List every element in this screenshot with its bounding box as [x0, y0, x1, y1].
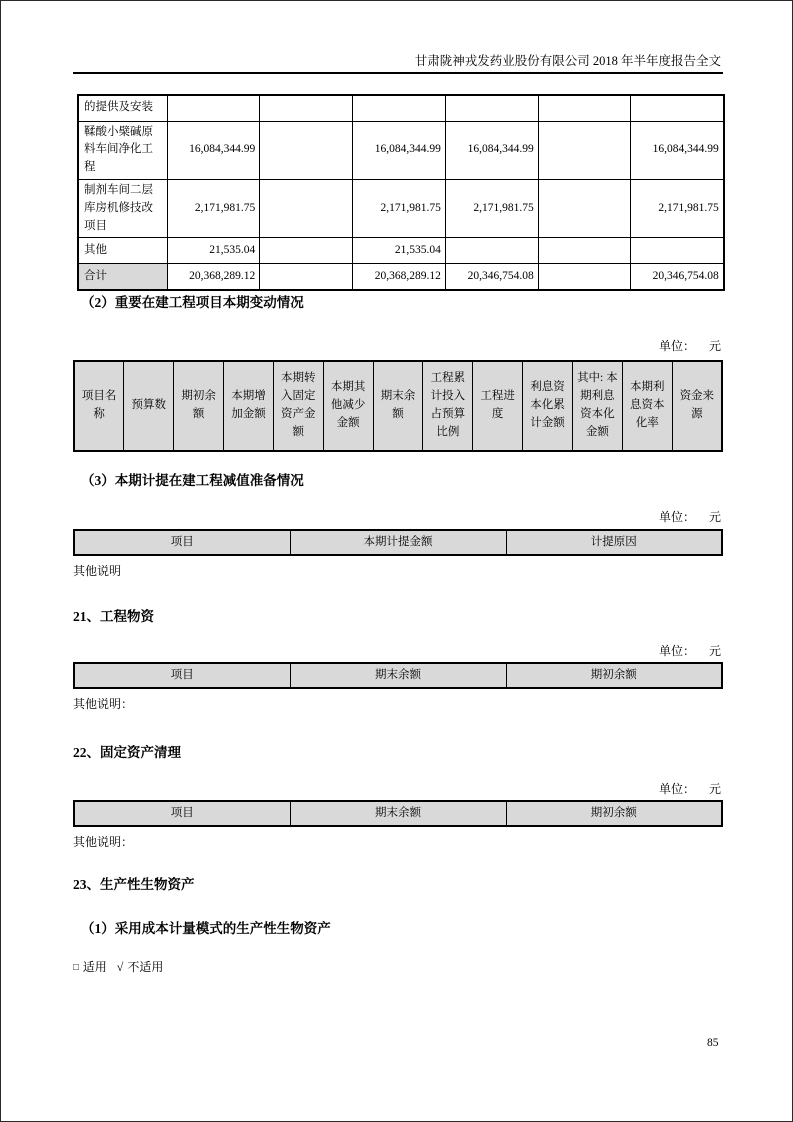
unit-value: 元 — [708, 339, 721, 353]
value-cell — [631, 238, 724, 264]
construction-in-progress-table-wrap — [77, 94, 725, 291]
unit-value: 元 — [708, 644, 721, 658]
value-cell — [445, 238, 538, 264]
value-cell — [260, 264, 353, 290]
engineering-materials-table-wrap — [73, 662, 723, 689]
value-cell — [260, 121, 353, 179]
fixed-assets-disposal-table-wrap — [73, 800, 723, 827]
row-label-cell: 鞣酸小檗碱原料车间净化工程 — [78, 121, 167, 179]
value-cell — [260, 179, 353, 237]
table-row-total — [78, 264, 724, 290]
value-cell — [260, 238, 353, 264]
value-cell: 2,171,981.75 — [445, 179, 538, 237]
other-note: 其他说明 — [73, 564, 122, 578]
section-21-heading: 21、工程物资 — [73, 609, 154, 624]
column-header: 本期转入固定资产金额 — [273, 361, 323, 451]
column-header: 本期利息资本化率 — [622, 361, 672, 451]
section-23-sub-heading: （1）采用成本计量模式的生产性生物资产 — [81, 921, 331, 936]
section-23-heading: 23、生产性生物资产 — [73, 877, 195, 892]
value-cell — [538, 238, 631, 264]
value-cell: 2,171,981.75 — [353, 179, 446, 237]
not-applicable-label: 不适用 — [127, 960, 164, 974]
section-22-heading: 22、固定资产清理 — [73, 745, 181, 760]
column-header: 本期其他减少金额 — [323, 361, 373, 451]
row-label-cell: 其他 — [78, 238, 167, 264]
value-cell — [538, 95, 631, 121]
applicable-label: 适用 — [82, 960, 107, 974]
value-cell: 20,346,754.08 — [445, 264, 538, 290]
column-header: 利息资本化累计金额 — [523, 361, 573, 451]
report-header-title: 甘肃陇神戎发药业股份有限公司 2018 年半年度报告全文 — [414, 54, 721, 68]
header-rule — [73, 72, 723, 74]
header-row — [74, 801, 722, 826]
column-header: 预算数 — [124, 361, 174, 451]
row-label-cell: 制剂车间二层库房机修技改项目 — [78, 179, 167, 237]
applicability-line — [73, 958, 163, 975]
header-row — [74, 361, 722, 451]
table-row — [78, 179, 724, 237]
check-icon: √ — [116, 960, 124, 974]
impairment-header-table — [73, 529, 723, 556]
unit-line — [659, 337, 721, 354]
value-cell — [260, 95, 353, 121]
table-row — [78, 121, 724, 179]
value-cell: 20,368,289.12 — [353, 264, 446, 290]
column-header: 期初余额 — [506, 663, 722, 688]
unit-line — [659, 642, 721, 659]
value-cell: 21,535.04 — [167, 238, 260, 264]
value-cell: 16,084,344.99 — [445, 121, 538, 179]
impairment-table-wrap — [73, 529, 723, 556]
unit-label: 单位： — [658, 339, 695, 353]
page-number: 85 — [707, 1037, 719, 1049]
fixed-assets-disposal-header-table — [73, 800, 723, 827]
column-header: 项目名称 — [74, 361, 124, 451]
column-header: 本期增加金额 — [224, 361, 274, 451]
unit-value: 元 — [708, 782, 721, 796]
value-cell — [445, 95, 538, 121]
table-row — [78, 95, 724, 121]
value-cell — [538, 179, 631, 237]
unit-line — [659, 780, 721, 797]
column-header: 期末余额 — [290, 801, 506, 826]
checkbox-unchecked-icon: □ — [73, 963, 79, 973]
column-header: 项目 — [74, 530, 290, 555]
value-cell: 16,084,344.99 — [353, 121, 446, 179]
value-cell — [538, 121, 631, 179]
unit-value: 元 — [708, 510, 721, 524]
unit-label: 单位： — [658, 510, 695, 524]
engineering-materials-header-table — [73, 662, 723, 689]
other-note: 其他说明： — [73, 835, 134, 849]
value-cell — [167, 95, 260, 121]
construction-in-progress-table — [77, 94, 725, 291]
row-label-cell: 的提供及安装 — [78, 95, 167, 121]
total-label-cell: 合计 — [78, 264, 167, 290]
column-header: 计提原因 — [506, 530, 722, 555]
value-cell: 2,171,981.75 — [167, 179, 260, 237]
section-3-heading: （3）本期计提在建工程减值准备情况 — [81, 473, 304, 488]
column-header: 资金来源 — [672, 361, 722, 451]
column-header: 期初余额 — [174, 361, 224, 451]
value-cell: 16,084,344.99 — [631, 121, 724, 179]
value-cell: 16,084,344.99 — [167, 121, 260, 179]
column-header: 工程累计投入占预算比例 — [423, 361, 473, 451]
column-header: 期末余额 — [373, 361, 423, 451]
column-header: 其中: 本期利息资本化金额 — [572, 361, 622, 451]
column-header: 期初余额 — [506, 801, 722, 826]
value-cell: 2,171,981.75 — [631, 179, 724, 237]
other-note: 其他说明： — [73, 697, 134, 711]
header-row — [74, 530, 722, 555]
column-header: 项目 — [74, 801, 290, 826]
section-2-heading: （2）重要在建工程项目本期变动情况 — [81, 295, 304, 310]
column-header: 项目 — [74, 663, 290, 688]
value-cell — [631, 95, 724, 121]
column-header: 本期计提金额 — [290, 530, 506, 555]
project-change-header-table — [73, 360, 723, 452]
column-header: 工程进度 — [473, 361, 523, 451]
header-row — [74, 663, 722, 688]
value-cell: 20,346,754.08 — [631, 264, 724, 290]
value-cell: 20,368,289.12 — [167, 264, 260, 290]
table-row — [78, 238, 724, 264]
value-cell: 21,535.04 — [353, 238, 446, 264]
value-cell — [353, 95, 446, 121]
unit-label: 单位： — [658, 644, 695, 658]
project-change-table-wrap — [73, 360, 723, 452]
column-header: 期末余额 — [290, 663, 506, 688]
unit-line — [659, 508, 721, 525]
unit-label: 单位： — [658, 782, 695, 796]
value-cell — [538, 264, 631, 290]
